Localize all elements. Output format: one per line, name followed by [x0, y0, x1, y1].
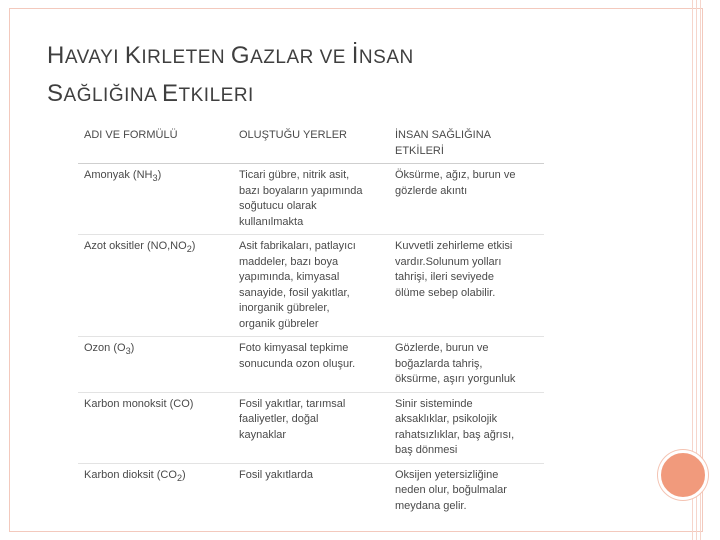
health-effects-line: gözlerde akıntı	[395, 184, 468, 197]
health-effects-line: Kuvvetli zehirleme etkisi	[395, 240, 513, 252]
sources-line: bazı boyaların yapımında	[239, 184, 363, 197]
table-row	[78, 463, 544, 518]
column-header	[233, 122, 389, 164]
health-effects-line: meydana gelir.	[395, 499, 467, 512]
pollutant-name-cell	[78, 463, 233, 518]
pollutant-name-tail: )	[191, 240, 196, 252]
pollutant-name	[84, 468, 227, 487]
health-effects-line: tahrişi, ileri seviyede	[395, 271, 495, 283]
table-row	[78, 235, 544, 337]
sources-line: organik gübreler	[239, 317, 319, 330]
slide-title	[47, 38, 607, 114]
health-effects-cell	[389, 463, 544, 518]
title-word-initial: G	[230, 42, 251, 69]
pollutant-name-base: Amonyak (NH	[84, 169, 153, 181]
table-row	[78, 337, 544, 393]
sources-line: soğutucu olarak	[239, 200, 317, 212]
health-effects-line: aksaklıklar, psikolojik	[395, 413, 498, 425]
column-header-line: İNSAN SAĞLIĞINA	[395, 129, 491, 141]
sources-cell	[233, 337, 389, 393]
decorative-circle	[658, 450, 708, 500]
sources-line: kullanılmakta	[239, 215, 304, 228]
pollutant-name	[84, 397, 227, 413]
pollutant-name-base: Karbon dioksit (CO	[84, 468, 177, 481]
title-word-rest: AZLAR VE	[250, 47, 352, 68]
health-effects-line: baş dönmesi	[395, 444, 458, 456]
pollutant-name-tail: )	[182, 468, 186, 481]
sources-line: inorganik gübreler,	[239, 302, 330, 314]
table-header-row	[78, 122, 544, 164]
pollutant-name	[84, 239, 227, 258]
health-effects-line: Sinir sisteminde	[395, 397, 473, 410]
sources-line: yapımında, kimyasal	[239, 271, 340, 283]
health-effects-line: öksürme, aşırı yorgunluk	[395, 373, 516, 385]
title-word-rest: AĞLIĞINA	[63, 85, 162, 106]
pollutant-name-cell	[78, 337, 233, 393]
pollutant-name-cell	[78, 235, 233, 337]
title-line-1	[47, 38, 607, 76]
sources-line: sonucunda ozon oluşur.	[239, 357, 356, 370]
pollutant-name-tail: )	[130, 342, 135, 354]
title-word-initial: H	[47, 42, 65, 69]
pollutant-name-subscript: 2	[186, 244, 192, 255]
title-word-initial: S	[47, 80, 64, 107]
sources-line: Ticari gübre, nitrik asit,	[239, 169, 350, 181]
title-word-rest: NSAN	[358, 47, 414, 68]
sources-line: Asit fabrikaları, patlayıcı	[239, 240, 356, 252]
pollutant-name-cell	[78, 164, 233, 235]
column-header-line: ETKİLERİ	[395, 144, 444, 157]
column-header-line: OLUŞTUĞU YERLER	[239, 129, 347, 141]
health-effects-line: Oksijen yetersizliğine	[395, 468, 499, 481]
column-header-line: ADI VE FORMÜLÜ	[84, 129, 178, 141]
health-effects-line: neden olur, boğulmalar	[395, 484, 507, 496]
health-effects-cell	[389, 164, 544, 235]
sources-cell	[233, 392, 389, 463]
pollutant-name	[84, 341, 227, 360]
health-effects-line: vardır.Solunum yolları	[395, 255, 502, 268]
title-word-rest: AVAYI	[64, 47, 125, 68]
pollutant-name-base: Ozon (O	[84, 342, 126, 354]
title-word-rest: TKILERI	[178, 85, 254, 106]
pollutant-name-subscript: 2	[176, 472, 183, 483]
sources-line: maddeler, bazı boya	[239, 255, 339, 268]
sources-line: Foto kimyasal tepkime	[239, 342, 349, 354]
sources-line: faaliyetler, doğal	[239, 413, 319, 425]
column-header	[389, 122, 544, 164]
title-word-initial: K	[124, 42, 142, 69]
pollutant-name	[84, 168, 227, 187]
sources-cell	[233, 164, 389, 235]
pollutant-name-base: Azot oksitler (NO,NO	[84, 240, 187, 252]
pollutant-table	[78, 122, 544, 518]
pollutant-name-base: Karbon monoksit (CO)	[84, 397, 194, 410]
sources-line: sanayide, fosil yakıtlar,	[239, 286, 350, 299]
health-effects-cell	[389, 392, 544, 463]
pollutant-name-cell	[78, 392, 233, 463]
health-effects-cell	[389, 337, 544, 393]
sources-line: kaynaklar	[239, 428, 287, 441]
title-word-rest: IRLETEN	[141, 47, 231, 68]
sources-cell	[233, 463, 389, 518]
sources-cell	[233, 235, 389, 337]
title-word-initial: İ	[351, 42, 359, 69]
health-effects-cell	[389, 235, 544, 337]
pollutant-name-subscript: 3	[152, 173, 158, 184]
pollutant-name-tail: )	[157, 169, 162, 181]
title-word-initial: E	[162, 80, 179, 107]
health-effects-line: boğazlarda tahriş,	[395, 357, 483, 370]
table-body	[78, 164, 544, 519]
health-effects-line: Öksürme, ağız, burun ve	[395, 169, 516, 181]
health-effects-line: Gözlerde, burun ve	[395, 342, 489, 354]
sources-line: Fosil yakıtlar, tarımsal	[239, 397, 346, 410]
table-row	[78, 164, 544, 235]
sources-line: Fosil yakıtlarda	[239, 468, 313, 481]
health-effects-line: ölüme sebep olabilir.	[395, 286, 496, 299]
table-row	[78, 392, 544, 463]
column-header	[78, 122, 233, 164]
pollutant-name-subscript: 3	[125, 346, 131, 357]
title-line-2	[47, 76, 607, 114]
health-effects-line: rahatsızlıklar, baş ağrısı,	[395, 428, 515, 441]
